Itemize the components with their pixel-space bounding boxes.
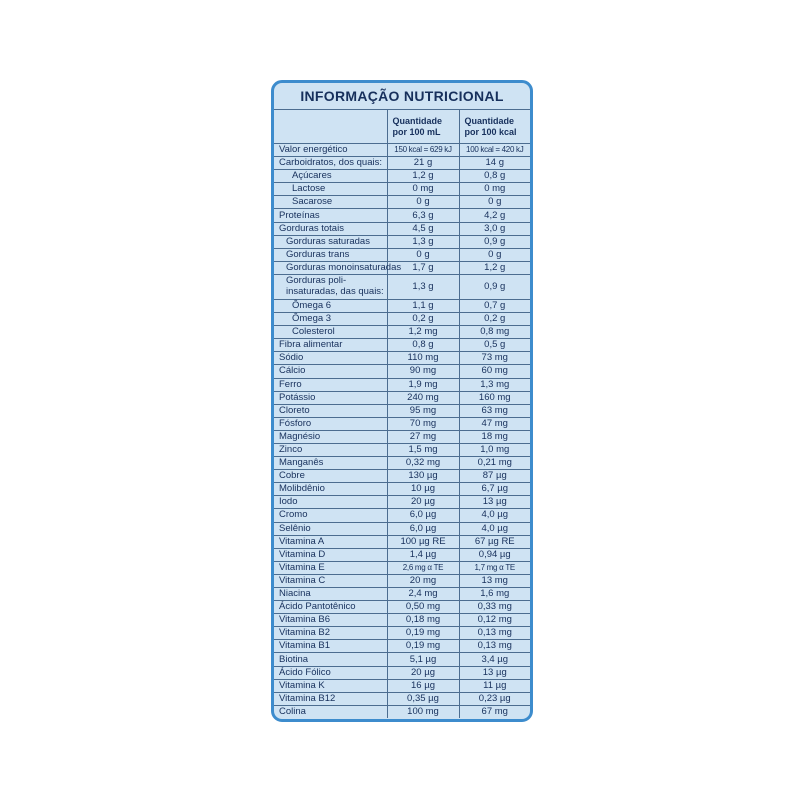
value-per-100ml: 0,18 mg xyxy=(387,614,459,627)
value-per-100ml: 20 µg xyxy=(387,666,459,679)
value-per-100kcal: 0 g xyxy=(459,248,530,261)
table-row xyxy=(274,261,530,274)
value-per-100ml: 5,1 µg xyxy=(387,653,459,666)
header-per-100kcal: Quantidade por 100 kcal xyxy=(459,110,530,144)
nutrient-name: Gorduras trans xyxy=(274,248,387,261)
value-per-100ml: 0 mg xyxy=(387,183,459,196)
value-per-100ml: 100 µg RE xyxy=(387,535,459,548)
value-per-100kcal: 160 mg xyxy=(459,391,530,404)
table-row xyxy=(274,430,530,443)
nutrition-rows xyxy=(274,144,530,718)
table-row xyxy=(274,561,530,574)
table-row xyxy=(274,535,530,548)
table-row xyxy=(274,209,530,222)
table-row xyxy=(274,627,530,640)
value-per-100ml: 6,3 g xyxy=(387,209,459,222)
nutrient-name: Vitamina C xyxy=(274,574,387,587)
value-per-100ml: 1,5 mg xyxy=(387,443,459,456)
value-per-100ml: 4,5 g xyxy=(387,222,459,235)
nutrient-name: Vitamina B6 xyxy=(274,614,387,627)
value-per-100kcal: 4,2 g xyxy=(459,209,530,222)
value-per-100ml: 0,2 g xyxy=(387,313,459,326)
nutrient-name: Gorduras monoinsaturadas xyxy=(274,261,387,274)
value-per-100ml: 90 mg xyxy=(387,365,459,378)
table-row xyxy=(274,299,530,312)
value-per-100kcal: 0,9 g xyxy=(459,274,530,299)
value-per-100ml: 0,8 g xyxy=(387,339,459,352)
nutrient-name: Magnésio xyxy=(274,430,387,443)
nutrient-name: Gorduras saturadas xyxy=(274,235,387,248)
nutrient-name: Fósforo xyxy=(274,417,387,430)
value-per-100kcal: 0,13 mg xyxy=(459,640,530,653)
value-per-100kcal: 67 µg RE xyxy=(459,535,530,548)
value-per-100kcal: 1,2 g xyxy=(459,261,530,274)
table-row xyxy=(274,692,530,705)
value-per-100kcal: 0,33 mg xyxy=(459,601,530,614)
value-per-100ml: 2,6 mg α TE xyxy=(387,561,459,574)
table-row xyxy=(274,417,530,430)
value-per-100ml: 1,2 g xyxy=(387,170,459,183)
header-per-100ml: Quantidade por 100 mL xyxy=(387,110,459,144)
nutrient-name: Cloreto xyxy=(274,404,387,417)
nutrient-name: Vitamina B12 xyxy=(274,692,387,705)
value-per-100ml: 21 g xyxy=(387,157,459,170)
value-per-100ml: 1,1 g xyxy=(387,299,459,312)
value-per-100kcal: 13 mg xyxy=(459,574,530,587)
value-per-100kcal: 0,8 mg xyxy=(459,326,530,339)
value-per-100kcal: 13 µg xyxy=(459,666,530,679)
nutrient-name: Zinco xyxy=(274,443,387,456)
value-per-100ml: 20 µg xyxy=(387,496,459,509)
value-per-100kcal: 18 mg xyxy=(459,430,530,443)
value-per-100ml: 100 mg xyxy=(387,705,459,718)
header-nutrient xyxy=(274,110,387,144)
nutrient-name: Ácido Pantotênico xyxy=(274,601,387,614)
value-per-100ml: 130 µg xyxy=(387,470,459,483)
value-per-100kcal: 73 mg xyxy=(459,352,530,365)
nutrition-facts-panel xyxy=(271,80,533,722)
value-per-100ml: 0,35 µg xyxy=(387,692,459,705)
value-per-100kcal: 100 kcal = 420 kJ xyxy=(459,144,530,157)
nutrient-name: Ácido Fólico xyxy=(274,666,387,679)
table-row xyxy=(274,222,530,235)
value-per-100kcal: 67 mg xyxy=(459,705,530,718)
nutrient-name: Vitamina D xyxy=(274,548,387,561)
value-per-100ml: 110 mg xyxy=(387,352,459,365)
table-row xyxy=(274,705,530,718)
value-per-100ml: 20 mg xyxy=(387,574,459,587)
nutrient-name: Gorduras totais xyxy=(274,222,387,235)
nutrient-name: Fibra alimentar xyxy=(274,339,387,352)
value-per-100kcal: 0,5 g xyxy=(459,339,530,352)
table-row xyxy=(274,470,530,483)
value-per-100kcal: 0 g xyxy=(459,196,530,209)
table-row xyxy=(274,404,530,417)
nutrient-name: Cálcio xyxy=(274,365,387,378)
value-per-100ml: 1,7 g xyxy=(387,261,459,274)
nutrient-name: Gorduras poli-insaturadas, das quais: xyxy=(274,274,387,299)
value-per-100ml: 16 µg xyxy=(387,679,459,692)
nutrient-name: Manganês xyxy=(274,457,387,470)
table-row xyxy=(274,443,530,456)
table-row xyxy=(274,679,530,692)
nutrient-name: Carboidratos, dos quais: xyxy=(274,157,387,170)
table-row xyxy=(274,365,530,378)
value-per-100kcal: 0,12 mg xyxy=(459,614,530,627)
table-row xyxy=(274,170,530,183)
value-per-100ml: 70 mg xyxy=(387,417,459,430)
table-row xyxy=(274,339,530,352)
nutrient-name: Vitamina B2 xyxy=(274,627,387,640)
value-per-100kcal: 0 mg xyxy=(459,183,530,196)
value-per-100ml: 1,2 mg xyxy=(387,326,459,339)
value-per-100kcal: 1,7 mg α TE xyxy=(459,561,530,574)
nutrient-name: Potássio xyxy=(274,391,387,404)
value-per-100kcal: 3,0 g xyxy=(459,222,530,235)
value-per-100ml: 0 g xyxy=(387,196,459,209)
nutrient-name: Vitamina A xyxy=(274,535,387,548)
value-per-100kcal: 1,3 mg xyxy=(459,378,530,391)
nutrient-name: Lactose xyxy=(274,183,387,196)
nutrient-name: Colesterol xyxy=(274,326,387,339)
value-per-100kcal: 13 µg xyxy=(459,496,530,509)
table-row xyxy=(274,653,530,666)
table-row xyxy=(274,326,530,339)
table-row xyxy=(274,522,530,535)
nutrient-name: Ômega 3 xyxy=(274,313,387,326)
value-per-100kcal: 3,4 µg xyxy=(459,653,530,666)
nutrient-name: Vitamina K xyxy=(274,679,387,692)
table-row xyxy=(274,248,530,261)
nutrient-name: Molibdênio xyxy=(274,483,387,496)
value-per-100ml: 10 µg xyxy=(387,483,459,496)
nutrient-name: Selênio xyxy=(274,522,387,535)
table-row xyxy=(274,352,530,365)
value-per-100ml: 150 kcal = 629 kJ xyxy=(387,144,459,157)
table-row xyxy=(274,457,530,470)
value-per-100kcal: 0,23 µg xyxy=(459,692,530,705)
nutrient-name: Cromo xyxy=(274,509,387,522)
value-per-100kcal: 0,7 g xyxy=(459,299,530,312)
value-per-100kcal: 11 µg xyxy=(459,679,530,692)
value-per-100ml: 240 mg xyxy=(387,391,459,404)
table-row xyxy=(274,313,530,326)
value-per-100kcal: 1,6 mg xyxy=(459,588,530,601)
value-per-100kcal: 87 µg xyxy=(459,470,530,483)
table-row xyxy=(274,196,530,209)
table-row xyxy=(274,144,530,157)
value-per-100ml: 0,19 mg xyxy=(387,640,459,653)
value-per-100kcal: 0,2 g xyxy=(459,313,530,326)
nutrient-name: Ferro xyxy=(274,378,387,391)
value-per-100ml: 0 g xyxy=(387,248,459,261)
value-per-100kcal: 63 mg xyxy=(459,404,530,417)
table-row xyxy=(274,235,530,248)
value-per-100kcal: 14 g xyxy=(459,157,530,170)
panel-title: INFORMAÇÃO NUTRICIONAL xyxy=(274,83,530,110)
table-row xyxy=(274,640,530,653)
value-per-100kcal: 60 mg xyxy=(459,365,530,378)
table-row xyxy=(274,378,530,391)
nutrition-table xyxy=(274,110,530,718)
table-row xyxy=(274,548,530,561)
nutrient-name: Cobre xyxy=(274,470,387,483)
table-row xyxy=(274,391,530,404)
nutrient-name: Ômega 6 xyxy=(274,299,387,312)
value-per-100kcal: 6,7 µg xyxy=(459,483,530,496)
value-per-100kcal: 1,0 mg xyxy=(459,443,530,456)
value-per-100kcal: 0,8 g xyxy=(459,170,530,183)
table-row xyxy=(274,614,530,627)
table-row xyxy=(274,574,530,587)
table-row xyxy=(274,183,530,196)
table-row xyxy=(274,588,530,601)
value-per-100ml: 95 mg xyxy=(387,404,459,417)
value-per-100ml: 6,0 µg xyxy=(387,509,459,522)
nutrient-name: Iodo xyxy=(274,496,387,509)
nutrient-name: Vitamina B1 xyxy=(274,640,387,653)
nutrient-name: Vitamina E xyxy=(274,561,387,574)
nutrient-name: Valor energético xyxy=(274,144,387,157)
nutrient-name: Sódio xyxy=(274,352,387,365)
nutrient-name: Niacina xyxy=(274,588,387,601)
value-per-100ml: 1,3 g xyxy=(387,235,459,248)
nutrient-name: Colina xyxy=(279,705,306,717)
value-per-100kcal: 0,21 mg xyxy=(459,457,530,470)
value-per-100ml: 1,4 µg xyxy=(387,548,459,561)
value-per-100kcal: 0,94 µg xyxy=(459,548,530,561)
value-per-100kcal: 47 mg xyxy=(459,417,530,430)
value-per-100kcal: 4,0 µg xyxy=(459,522,530,535)
value-per-100ml: 0,32 mg xyxy=(387,457,459,470)
nutrient-name: Proteínas xyxy=(274,209,387,222)
nutrient-name: Biotina xyxy=(274,653,387,666)
nutrient-name: Açúcares xyxy=(274,170,387,183)
value-per-100kcal: 0,13 mg xyxy=(459,627,530,640)
value-per-100ml: 0,19 mg xyxy=(387,627,459,640)
nutrient-name: Sacarose xyxy=(274,196,387,209)
table-row xyxy=(274,666,530,679)
table-row xyxy=(274,601,530,614)
value-per-100ml: 2,4 mg xyxy=(387,588,459,601)
value-per-100ml: 1,3 g xyxy=(387,274,459,299)
table-row xyxy=(274,274,530,299)
header-row xyxy=(274,110,530,144)
value-per-100ml: 6,0 µg xyxy=(387,522,459,535)
value-per-100kcal: 4,0 µg xyxy=(459,509,530,522)
table-row xyxy=(274,509,530,522)
table-row xyxy=(274,496,530,509)
value-per-100ml: 0,50 mg xyxy=(387,601,459,614)
table-row xyxy=(274,483,530,496)
table-row xyxy=(274,157,530,170)
value-per-100ml: 27 mg xyxy=(387,430,459,443)
value-per-100kcal: 0,9 g xyxy=(459,235,530,248)
value-per-100ml: 1,9 mg xyxy=(387,378,459,391)
